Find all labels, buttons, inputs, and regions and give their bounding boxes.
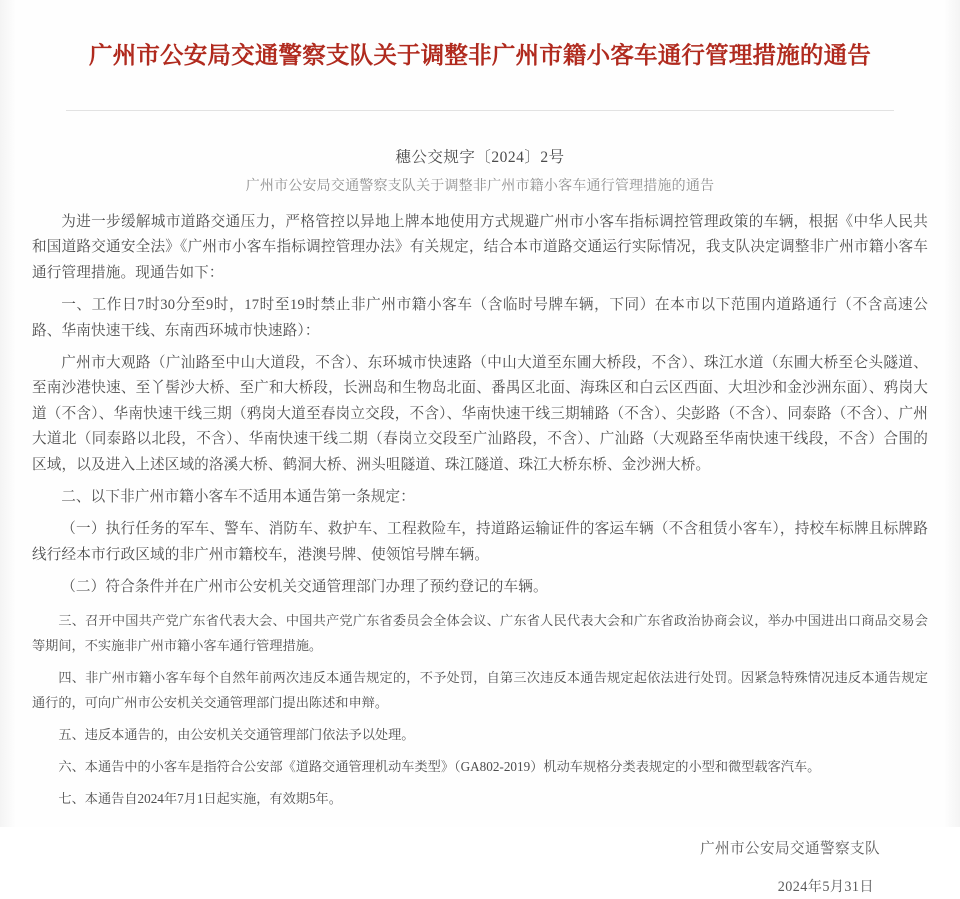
page-title: 广州市公安局交通警察支队关于调整非广州市籍小客车通行管理措施的通告 <box>88 42 872 68</box>
paragraph-article-2-item-1: （一）执行任务的军车、警车、消防车、救护车、工程救险车，持道路运输证件的客运车辆（不含租赁小客车），持校车标牌且标牌路线行经本市行政区域的非广州市籍校车，港澳号牌、使领馆号牌车辆。 <box>32 521 928 563</box>
signature-organization: 广州市公安局交通警察支队 <box>700 840 880 857</box>
document-number: 穗公交规字〔2024〕2号 <box>395 149 565 166</box>
paragraph-article-1: 一、工作日7时30分至9时，17时至19时禁止非广州市籍小客车（含临时号牌车辆，下同）在本市以下范围内道路通行（不含高速公路、华南快速干线、东南西环城市快速路）： <box>32 297 928 339</box>
document-subtitle: 广州市公安局交通警察支队关于调整非广州市籍小客车通行管理措施的通告 <box>245 179 715 194</box>
signature-date: 2024年5月31日 <box>777 878 874 895</box>
paragraph-article-7: 七、本通告自2024年7月1日起实施，有效期5年。 <box>58 790 342 806</box>
paragraph-road-scope: 广州市大观路（广汕路至中山大道段，不含）、东环城市快速路（中山大道至东圃大桥段，不含）、珠江水道（东圃大桥至仑头隧道、至南沙港快速、至丫髻沙大桥、至广和大桥段，长洲岛和生物岛北面、番禺区北面、海珠区和白云区西面、大坦沙和金沙洲东面）、鸦岗大道（不含）、华南快速干线三期（鸦岗大道至春岗立交段，不含）、华南快速干线三期辅路（不含）、尖彭路（不含）、同泰路（不含）、广州大道北（同泰路以北段，不含）、华南快速干线二期（春岗立交段至广汕路段，不含）、广汕路（大观路至华南快速干线段，不含）合围的区域，以及进入上述区域的洛溪大桥、鹤洞大桥、洲头咀隧道、珠江隧道、珠江大桥东桥、金沙洲大桥。 <box>32 355 928 473</box>
paragraph-article-2: 二、以下非广州市籍小客车不适用本通告第一条规定： <box>61 489 416 506</box>
signature-block <box>32 837 928 899</box>
paragraph-article-2-item-2: （二）符合条件并在广州市公安机关交通管理部门办理了预约登记的车辆。 <box>61 579 548 596</box>
paragraph-article-4: 四、非广州市籍小客车每个自然年前两次违反本通告规定的，不予处罚，自第三次违反本通告规定起依法进行处罚。因紧急特殊情况违反本通告规定通行的，可向广州市公安机关交通管理部门提出陈述和申辩。 <box>32 669 928 710</box>
header-divider <box>66 110 894 111</box>
paragraph-preamble: 为进一步缓解城市道路交通压力，严格管控以异地上牌本地使用方式规避广州市小客车指标调控管理政策的车辆，根据《中华人民共和国道路交通安全法》《广州市小客车指标调控管理办法》有关规定，结合本市道路交通运行实际情况，我支队决定调整非广州市籍小客车通行管理措施。现通告如下： <box>32 214 928 281</box>
document-header <box>0 0 960 111</box>
paragraph-article-5: 五、违反本通告的，由公安机关交通管理部门依法予以处理。 <box>58 726 415 742</box>
paragraph-article-6: 六、本通告中的小客车是指符合公安部《道路交通管理机动车类型》（GA802-2019）机动车规格分类表规定的小型和微型载客汽车。 <box>58 758 821 774</box>
paragraph-article-3: 三、召开中国共产党广东省代表大会、中国共产党广东省委员会全体会议、广东省人民代表大会和广东省政治协商会议，举办中国进出口商品交易会等期间，不实施非广州市籍小客车通行管理措施。 <box>32 612 928 653</box>
document-body <box>0 147 960 899</box>
